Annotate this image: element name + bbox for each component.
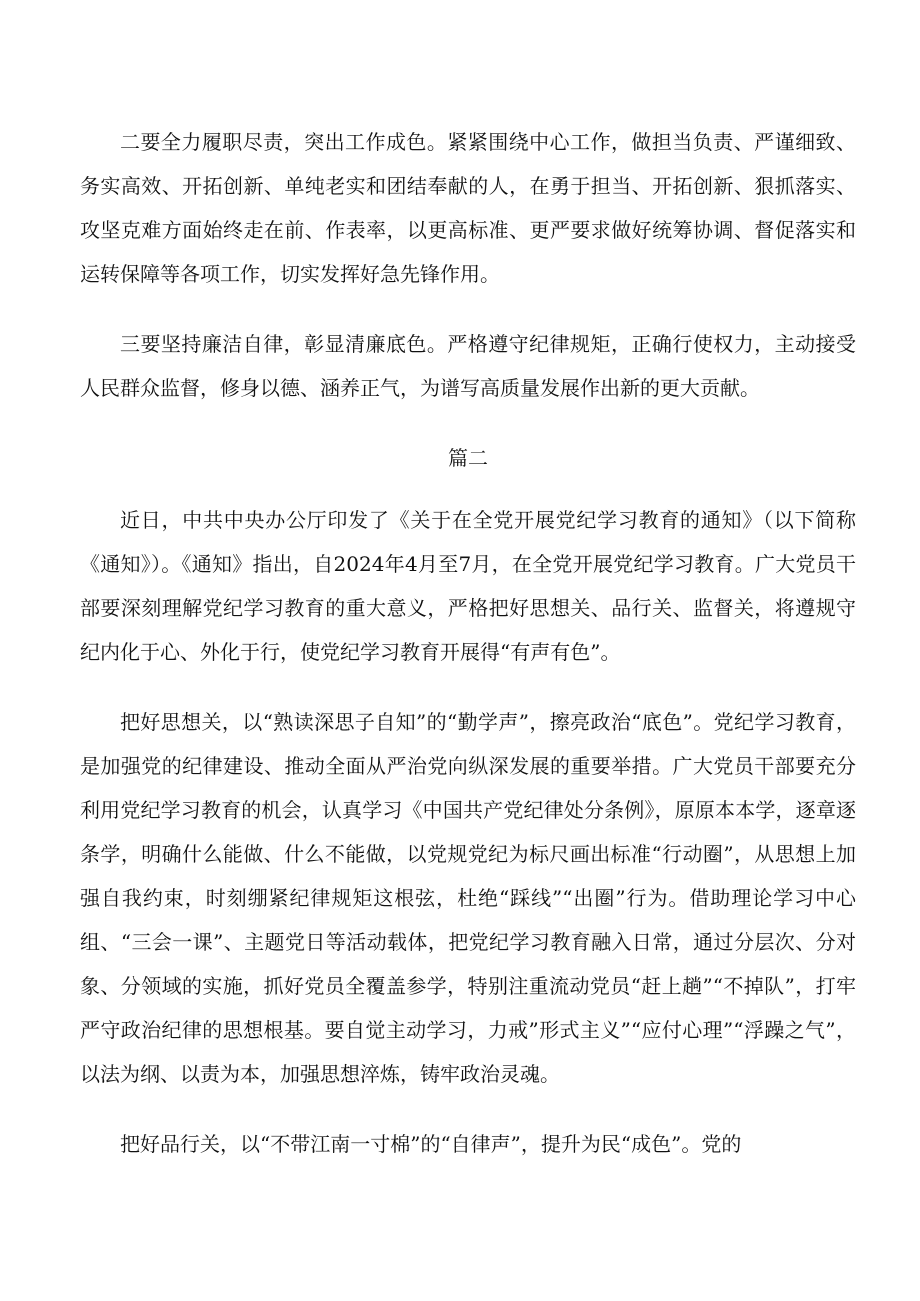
section-title: 篇二 xyxy=(448,446,488,470)
document-page xyxy=(80,120,856,1192)
paragraph-conduct: 把好品行关，以“不带江南一寸棉”的“自律声”，提升为民“成色”。党的 xyxy=(120,1132,742,1156)
paragraph-integrity: 三要坚持廉洁自律，彰显清廉底色。严格遵守纪律规矩，正确行使权力，主动接受人民群众监督，修身以德、涵养正气，为谱写高质量发展作出新的更大贡献。 xyxy=(80,332,856,400)
paragraph-notice: 近日，中共中央办公厅印发了《关于在全党开展党纪学习教育的通知》（以下简称《通知》）。《通知》指出，自2024年4月至7月，在全党开展党纪学习教育。广大党员干部要深刻理解党纪学习教育的重大意义，严格把好思想关、品行关、监督关，将遵规守纪内化于心、外化于行，使党纪学习教育开展得“有声有色”。 xyxy=(80,508,856,664)
paragraph-duty: 二要全力履职尽责，突出工作成色。紧紧围绕中心工作，做担当负责、严谨细致、务实高效、开拓创新、单纯老实和团结奉献的人，在勇于担当、开拓创新、狠抓落实、攻坚克难方面始终走在前、作表率，以更高标准、更严要求做好统筹协调、督促落实和运转保障等各项工作，切实发挥好急先锋作用。 xyxy=(80,130,856,286)
paragraph-thought: 把好思想关，以“熟读深思子自知”的“勤学声”，擦亮政治“底色”。党纪学习教育，是加强党的纪律建设、推动全面从严治党向纵深发展的重要举措。广大党员干部要充分利用党纪学习教育的机会，认真学习《中国共产党纪律处分条例》，原原本本学，逐章逐条学，明确什么能做、什么不能做，以党规党纪为标尺画出标准“行动圈”，从思想上加强自我约束，时刻绷紧纪律规矩这根弦，杜绝“踩线”“出圈”行为。借助理论学习中心组、“三会一课”、主题党日等活动载体，把党纪学习教育融入日常，通过分层次、分对象、分领域的实施，抓好党员全覆盖参学，特别注重流动党员“赶上趟”“不掉队”，打牢严守政治纪律的思想根基。要自觉主动学习，力戒”形式主义”“应付心理”“浮躁之气”，以法为纲、以责为本，加强思想淬炼，铸牢政治灵魂。 xyxy=(80,710,856,1086)
